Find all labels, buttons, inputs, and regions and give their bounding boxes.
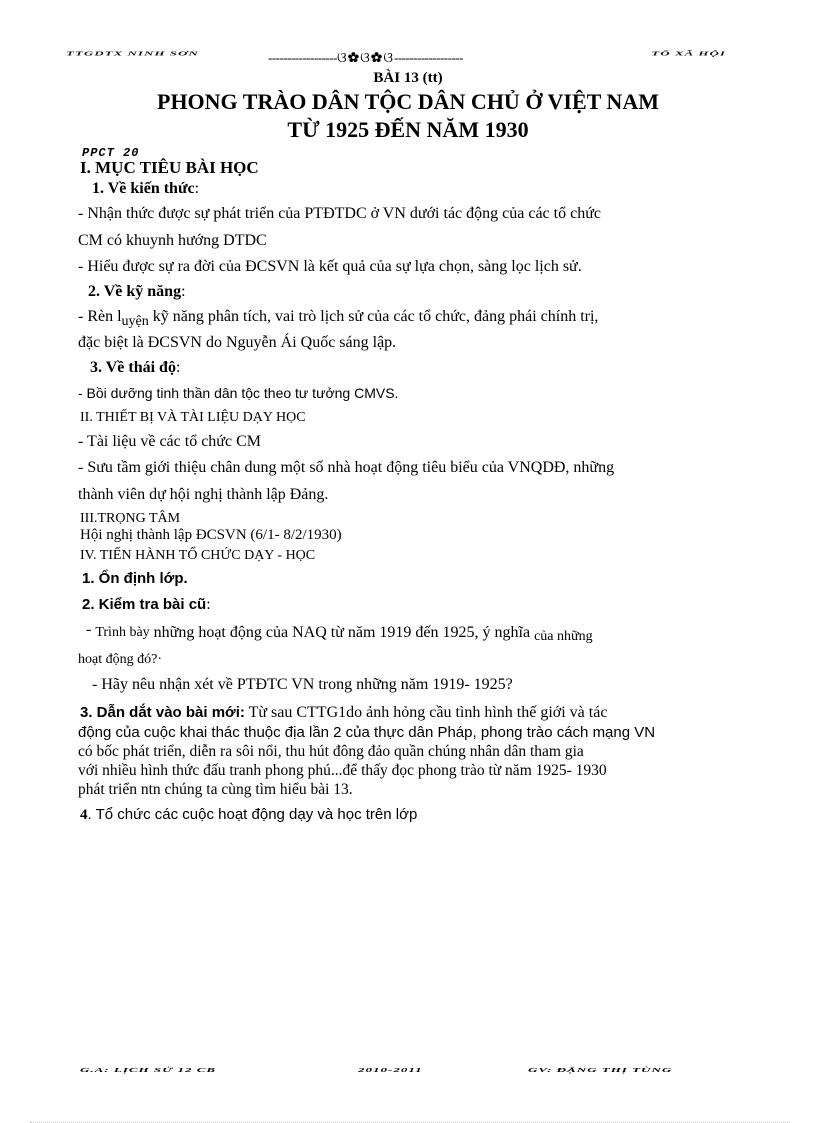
intro-line-1: [78, 703, 740, 723]
knowledge-line-1b: CM có khuynh hướng DTDC: [78, 232, 267, 249]
header-right: TỔ XÃ HỘI: [651, 50, 726, 57]
sub-knowledge-colon: :: [194, 180, 200, 197]
step-2: [82, 596, 211, 614]
header-dashes-right: ------------------: [394, 50, 463, 65]
focus-content: Hội nghị thành lập ĐCSVN (6/1- 8/2/1930): [80, 527, 342, 543]
header-ornament: [268, 50, 463, 67]
skill-line-1: [78, 308, 598, 330]
attitude-line: - Bồi dưỡng tinh thần dân tộc theo tư tưởng CMVS.: [78, 385, 399, 401]
skill-line-1-sub: uyện: [121, 314, 149, 330]
sub-knowledge-label: 1. Về kiến thức: [92, 180, 195, 197]
sub-attitude: [90, 359, 180, 377]
step-4-text: . Tổ chức các cuộc hoạt động dạy và học trên lớp: [87, 806, 418, 823]
equipment-item-2: - Sưu tầm giới thiệu chân dung một số nhà hoạt động tiêu biểu của VNQDĐ, những: [78, 459, 615, 476]
skill-line-2: đặc biệt là ĐCSVN do Nguyễn Ái Quốc sáng lập.: [78, 334, 397, 351]
ppct-label: PPCT 20: [82, 146, 140, 160]
question-1-line-1: [86, 621, 593, 644]
question-1-part-a: Trình bày: [95, 625, 150, 640]
lesson-label: BÀI 13 (tt): [373, 70, 443, 86]
section-3-heading: III.TRỌNG TÂM: [80, 511, 181, 526]
equipment-item-2b: thành viên dự hội nghị thành lập Đảng.: [78, 486, 329, 503]
sub-knowledge: [92, 180, 199, 198]
skill-line-1a: - Rèn l: [78, 308, 122, 325]
question-1-dash: -: [86, 621, 92, 638]
sub-skills: [88, 283, 186, 301]
sub-skills-colon: :: [181, 283, 186, 300]
step-4: [80, 806, 417, 824]
step-2-colon: :: [206, 596, 211, 613]
footer-middle: 2010-2011: [358, 1066, 423, 1074]
question-1-line-2: hoạt động đó?·: [78, 652, 162, 667]
step-3-label: 3. Dẫn dắt vào bài mới:: [80, 704, 245, 721]
sub-attitude-colon: :: [175, 359, 181, 376]
footer-right: GV: ĐẶNG THỊ TÙNG: [528, 1066, 673, 1074]
section-2-heading: II. THIẾT BỊ VÀ TÀI LIỆU DẠY HỌC: [80, 410, 306, 425]
page-title-line1: PHONG TRÀO DÂN TỘC DÂN CHỦ Ở VIỆT NAM: [157, 89, 659, 114]
knowledge-line-2: - Hiểu được sự ra đời của ĐCSVN là kết quả của sự lựa chọn, sàng lọc lịch sử.: [78, 258, 582, 275]
knowledge-line-1: - Nhận thức được sự phát triển của PTĐTDC ở VN dưới tác động của các tổ chức: [78, 205, 601, 222]
section-4-heading: IV. TIẾN HÀNH TỔ CHỨC DẠY - HỌC: [80, 548, 316, 563]
equipment-item-1: - Tài liệu về các tổ chức CM: [78, 433, 261, 450]
skill-line-1b: kỹ năng phân tích, vai trò lịch sử của các tổ chức, đảng phái chính trị,: [148, 308, 599, 325]
step-1: 1. Ổn định lớp.: [82, 570, 188, 587]
header-left: TTGDTX NINH SƠN: [66, 50, 199, 57]
question-1-part-b: những hoạt động của NAQ từ năm 1919 đến 1925, ý nghĩa: [153, 624, 531, 641]
intro-line-3: có bốc phát triển, diễn ra sôi nổi, thu hút đông đảo quần chúng nhân dân tham gia: [78, 743, 584, 760]
footer-left: G.A: LỊCH SỬ 12 CB: [80, 1066, 217, 1074]
question-1-part-c: của những: [534, 629, 593, 644]
intro-line-1-text: Từ sau CTTG1do ảnh hỏng cầu tình hình thế giới và tác: [244, 704, 608, 721]
intro-paragraph: [78, 703, 740, 799]
ornament-icon: ଓ✿ଓ✿ଓ: [336, 51, 395, 66]
step-2-label: 2. Kiểm tra bài cũ: [82, 596, 207, 613]
intro-line-2: động của cuộc khai thác thuộc địa lần 2 của thực dân Pháp, phong trào cách mạng VN: [78, 724, 656, 741]
page-title-line2: TỪ 1925 ĐẾN NĂM 1930: [287, 117, 529, 142]
section-1-heading: I. MỤC TIÊU BÀI HỌC: [80, 158, 259, 177]
sub-attitude-label: 3. Về thái độ: [90, 359, 176, 376]
step-4-number: 4: [80, 807, 88, 823]
header-dashes-left: ------------------: [268, 50, 337, 65]
intro-line-4: với nhiều hình thức đấu tranh phong phú...để thấy đọc phong trào từ năm 1925- 1930: [78, 762, 607, 779]
page-header: [66, 50, 726, 72]
intro-line-5: phát triển ntn chúng ta cùng tìm hiểu bài 13.: [78, 781, 353, 798]
sub-skills-label: 2. Về kỹ năng: [88, 283, 182, 300]
question-2: - Hãy nêu nhận xét về PTĐTC VN trong những năm 1919- 1925?: [92, 676, 513, 693]
